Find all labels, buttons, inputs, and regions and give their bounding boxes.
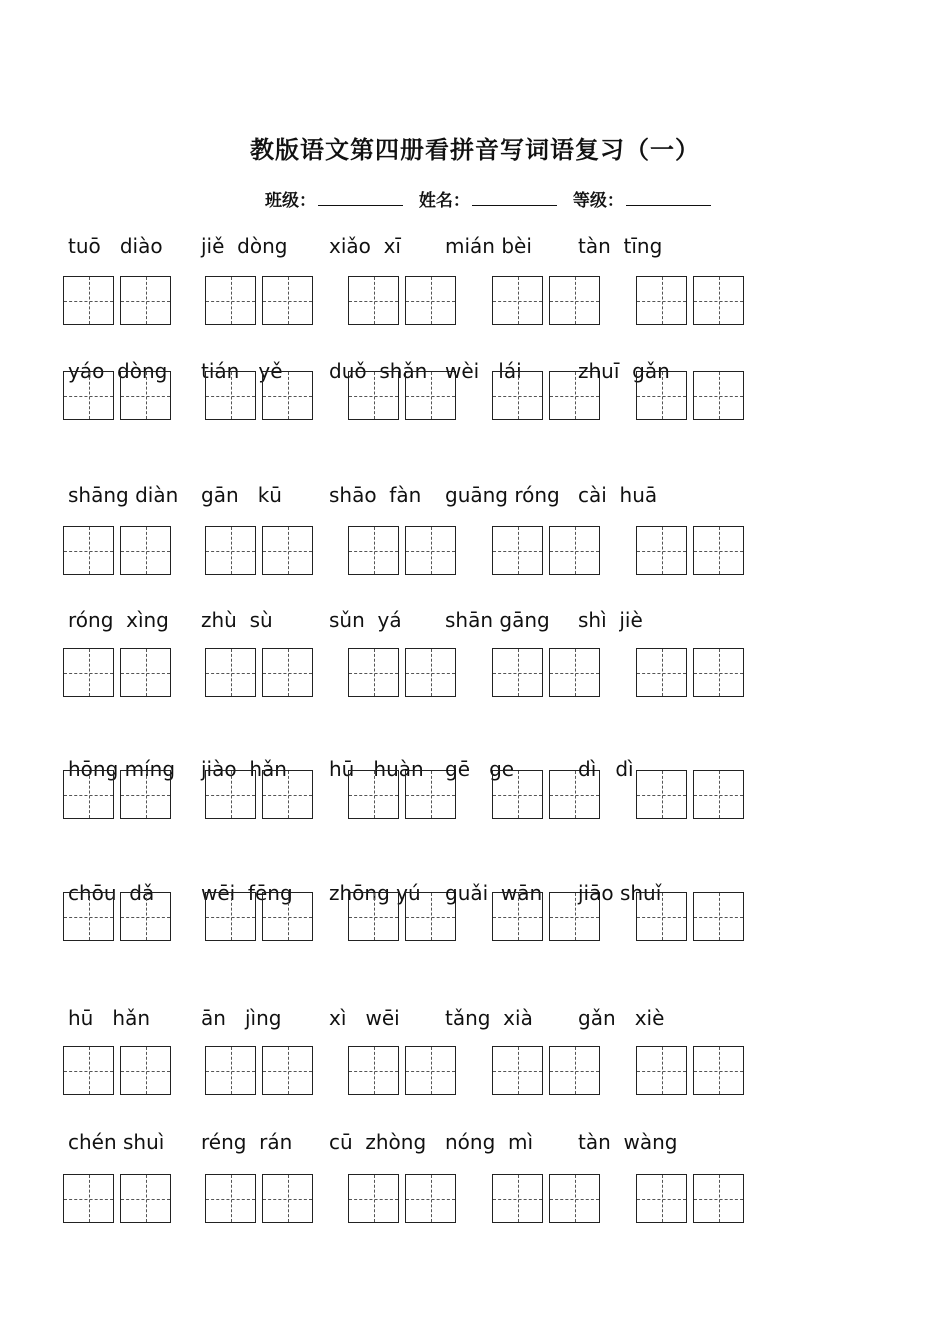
- writing-grid-box[interactable]: [63, 1046, 114, 1095]
- pinyin-label: jiào hǎn: [201, 757, 287, 781]
- writing-grid-box[interactable]: [120, 371, 171, 420]
- writing-grid-box[interactable]: [120, 1174, 171, 1223]
- page-title: 教版语文第四册看拼音写词语复习（一）: [250, 135, 700, 164]
- writing-grid-box[interactable]: [549, 276, 600, 325]
- writing-grid-box[interactable]: [636, 892, 687, 941]
- pinyin-label: nóng mì: [445, 1130, 534, 1154]
- writing-grid-box[interactable]: [205, 1174, 256, 1223]
- pinyin-label: chōu dǎ: [68, 881, 155, 905]
- writing-grid-box[interactable]: [549, 526, 600, 575]
- writing-grid-box[interactable]: [63, 371, 114, 420]
- pinyin-label: zhōng yú: [329, 881, 421, 905]
- writing-grid-box[interactable]: [492, 648, 543, 697]
- pinyin-label: ān jìng: [201, 1006, 282, 1030]
- writing-grid-box[interactable]: [205, 526, 256, 575]
- writing-grid-box[interactable]: [405, 276, 456, 325]
- pinyin-label: hōng míng: [68, 757, 176, 781]
- writing-grid-box[interactable]: [63, 648, 114, 697]
- writing-grid-box[interactable]: [348, 371, 399, 420]
- writing-grid-box[interactable]: [63, 892, 114, 941]
- writing-grid-box[interactable]: [348, 648, 399, 697]
- writing-grid-box[interactable]: [120, 648, 171, 697]
- grade-label: 等级：: [572, 191, 624, 211]
- grade-blank[interactable]: [626, 189, 711, 206]
- writing-grid-box[interactable]: [549, 1174, 600, 1223]
- writing-grid-box[interactable]: [636, 371, 687, 420]
- writing-grid-box[interactable]: [205, 770, 256, 819]
- pinyin-label: sǔn yá: [329, 608, 402, 632]
- writing-grid-box[interactable]: [205, 276, 256, 325]
- pinyin-label: cū zhòng: [329, 1130, 427, 1154]
- writing-grid-box[interactable]: [348, 770, 399, 819]
- pinyin-label: wèi lái: [445, 359, 522, 383]
- writing-grid-box[interactable]: [348, 1046, 399, 1095]
- writing-grid-box[interactable]: [693, 648, 744, 697]
- pinyin-label: gē ge: [445, 757, 515, 781]
- writing-grid-box[interactable]: [693, 1174, 744, 1223]
- writing-grid-box[interactable]: [205, 892, 256, 941]
- writing-grid-box[interactable]: [693, 1046, 744, 1095]
- writing-grid-box[interactable]: [636, 1046, 687, 1095]
- writing-grid-box[interactable]: [492, 371, 543, 420]
- writing-grid-box[interactable]: [205, 1046, 256, 1095]
- writing-grid-box[interactable]: [636, 526, 687, 575]
- writing-grid-box[interactable]: [262, 648, 313, 697]
- writing-grid-box[interactable]: [120, 892, 171, 941]
- student-info: [265, 186, 721, 211]
- writing-grid-box[interactable]: [262, 276, 313, 325]
- writing-grid-box[interactable]: [405, 526, 456, 575]
- writing-grid-box[interactable]: [693, 371, 744, 420]
- pinyin-label: hū hǎn: [68, 1006, 151, 1030]
- pinyin-label: tǎng xià: [445, 1006, 533, 1030]
- pinyin-label: zhù sù: [201, 608, 273, 632]
- writing-grid-box[interactable]: [693, 276, 744, 325]
- writing-grid-box[interactable]: [205, 371, 256, 420]
- pinyin-label: tián yě: [201, 359, 283, 383]
- writing-grid-box[interactable]: [348, 892, 399, 941]
- writing-grid-box[interactable]: [348, 526, 399, 575]
- pinyin-label: guāng róng: [445, 483, 560, 507]
- writing-grid-box[interactable]: [120, 276, 171, 325]
- writing-grid-box[interactable]: [120, 770, 171, 819]
- writing-grid-box[interactable]: [262, 371, 313, 420]
- pinyin-label: shāo fàn: [329, 483, 422, 507]
- writing-grid-box[interactable]: [405, 1174, 456, 1223]
- writing-grid-box[interactable]: [262, 1174, 313, 1223]
- name-field: [419, 186, 557, 211]
- pinyin-label: shāng diàn: [68, 483, 179, 507]
- pinyin-label: tàn tīng: [578, 234, 663, 258]
- writing-grid-box[interactable]: [693, 892, 744, 941]
- writing-grid-box[interactable]: [348, 276, 399, 325]
- pinyin-label: shì jiè: [578, 608, 643, 632]
- writing-grid-box[interactable]: [262, 892, 313, 941]
- pinyin-label: jiě dòng: [201, 234, 288, 258]
- pinyin-label: mián bèi: [445, 234, 532, 258]
- writing-grid-box[interactable]: [63, 526, 114, 575]
- class-label: 班级：: [265, 191, 316, 211]
- pinyin-label: xì wēi: [329, 1006, 400, 1030]
- pinyin-label: yáo dòng: [68, 359, 168, 383]
- writing-grid-box[interactable]: [492, 526, 543, 575]
- writing-grid-box[interactable]: [492, 1046, 543, 1095]
- pinyin-label: wēi fēng: [201, 881, 293, 905]
- pinyin-label: zhuī gǎn: [578, 359, 670, 383]
- writing-grid-box[interactable]: [636, 276, 687, 325]
- writing-grid-box[interactable]: [492, 892, 543, 941]
- pinyin-label: hū huàn: [329, 757, 424, 781]
- writing-grid-box[interactable]: [492, 770, 543, 819]
- pinyin-label: tàn wàng: [578, 1130, 678, 1154]
- pinyin-label: gān kū: [201, 483, 282, 507]
- pinyin-label: xiǎo xī: [329, 234, 401, 258]
- writing-grid-box[interactable]: [262, 770, 313, 819]
- pinyin-label: jiāo shuǐ: [578, 881, 662, 905]
- pinyin-label: tuō diào: [68, 234, 163, 258]
- pinyin-label: cài huā: [578, 483, 658, 507]
- writing-grid-box[interactable]: [120, 1046, 171, 1095]
- pinyin-label: réng rán: [201, 1130, 293, 1154]
- writing-grid-box[interactable]: [63, 276, 114, 325]
- writing-grid-box[interactable]: [405, 1046, 456, 1095]
- writing-grid-box[interactable]: [262, 1046, 313, 1095]
- class-blank[interactable]: [318, 189, 403, 206]
- writing-grid-box[interactable]: [492, 276, 543, 325]
- writing-grid-box[interactable]: [405, 648, 456, 697]
- writing-grid-box[interactable]: [205, 648, 256, 697]
- writing-grid-box[interactable]: [636, 1174, 687, 1223]
- pinyin-label: dì dì: [578, 757, 634, 781]
- writing-grid-box[interactable]: [636, 648, 687, 697]
- writing-grid-box[interactable]: [693, 770, 744, 819]
- grade-field: [573, 186, 711, 211]
- pinyin-label: guǎi wān: [445, 881, 543, 905]
- writing-grid-box[interactable]: [549, 648, 600, 697]
- pinyin-label: duǒ shǎn: [329, 359, 428, 383]
- writing-grid-box[interactable]: [348, 1174, 399, 1223]
- writing-grid-box[interactable]: [63, 770, 114, 819]
- pinyin-label: shān gāng: [445, 608, 550, 632]
- name-blank[interactable]: [472, 189, 557, 206]
- writing-grid-box[interactable]: [693, 526, 744, 575]
- name-label: 姓名：: [418, 191, 470, 211]
- writing-grid-box[interactable]: [549, 1046, 600, 1095]
- writing-grid-box[interactable]: [63, 1174, 114, 1223]
- pinyin-label: gǎn xiè: [578, 1006, 665, 1030]
- writing-grid-box[interactable]: [492, 1174, 543, 1223]
- pinyin-label: róng xìng: [68, 608, 169, 632]
- writing-grid-box[interactable]: [636, 770, 687, 819]
- class-field: [265, 186, 403, 211]
- writing-grid-box[interactable]: [120, 526, 171, 575]
- pinyin-label: chén shuì: [68, 1130, 165, 1154]
- writing-grid-box[interactable]: [262, 526, 313, 575]
